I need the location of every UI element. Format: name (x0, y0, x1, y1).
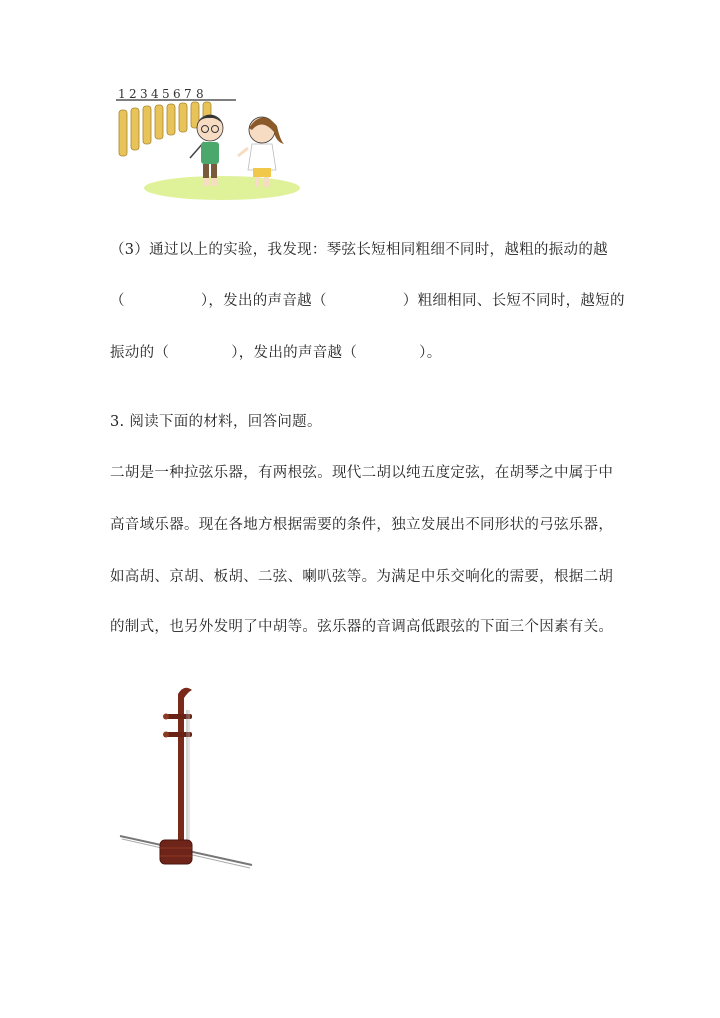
chime-number: 8 (196, 87, 204, 101)
section3-paragraph-line: 二胡是一种拉弦乐器，有两根弦。现代二胡以纯五度定弦，在胡琴之中属于中 (110, 465, 614, 481)
q3-line2 (110, 289, 625, 310)
section3-paragraph-line: 如高胡、京胡、板胡、二弦、喇叭弦等。为满足中乐交响化的需要，根据二胡 (110, 569, 614, 585)
chime-number: 4 (151, 87, 159, 101)
chime-tube (179, 103, 187, 132)
chime-number: 5 (162, 87, 170, 101)
girl-figure (238, 117, 284, 187)
erhu-illustration (112, 680, 262, 885)
chime-number: 2 (129, 87, 137, 101)
q3-line3-start: 振动的（ (110, 345, 170, 361)
chime-tube (119, 110, 127, 156)
section3-paragraph-line: 的制式，也另外发明了中胡等。弦乐器的音调高低跟弦的下面三个因素有关。 (110, 619, 614, 635)
chime-tube (143, 106, 151, 144)
grass-ground (144, 176, 300, 200)
chime-tube (131, 108, 139, 150)
q3-line2-end: ）粗细相同、长短不同时，越短的 (402, 293, 625, 309)
chimes-children-illustration (112, 84, 302, 206)
erhu-neck (178, 688, 192, 842)
section3-heading: 3. 阅读下面的材料，回答问题。 (110, 414, 322, 430)
erhu-peg (166, 732, 192, 737)
chime-number: 7 (184, 87, 192, 101)
chime-number: 1 (118, 87, 126, 101)
q3-line3-end: ）。 (419, 345, 442, 361)
chime-number: 6 (173, 87, 181, 101)
q3-paren-open: （ (110, 293, 125, 309)
chime-number: 3 (140, 87, 148, 101)
chime-tube (155, 105, 163, 139)
erhu-soundbox (160, 840, 192, 864)
q3-line2-middle: ），发出的声音越（ (200, 293, 327, 309)
erhu-peg (166, 714, 192, 719)
q3-line3 (110, 341, 442, 362)
q3-line3-middle: ），发出的声音越（ (231, 345, 358, 361)
chime-tube (167, 104, 175, 135)
q3-line1: （3）通过以上的实验，我发现：琴弦长短相同粗细不同时，越粗的振动的越 (110, 242, 608, 258)
section3-paragraph-line: 高音域乐器。现在各地方根据需要的条件，独立发展出不同形状的弓弦乐器， (110, 517, 614, 533)
